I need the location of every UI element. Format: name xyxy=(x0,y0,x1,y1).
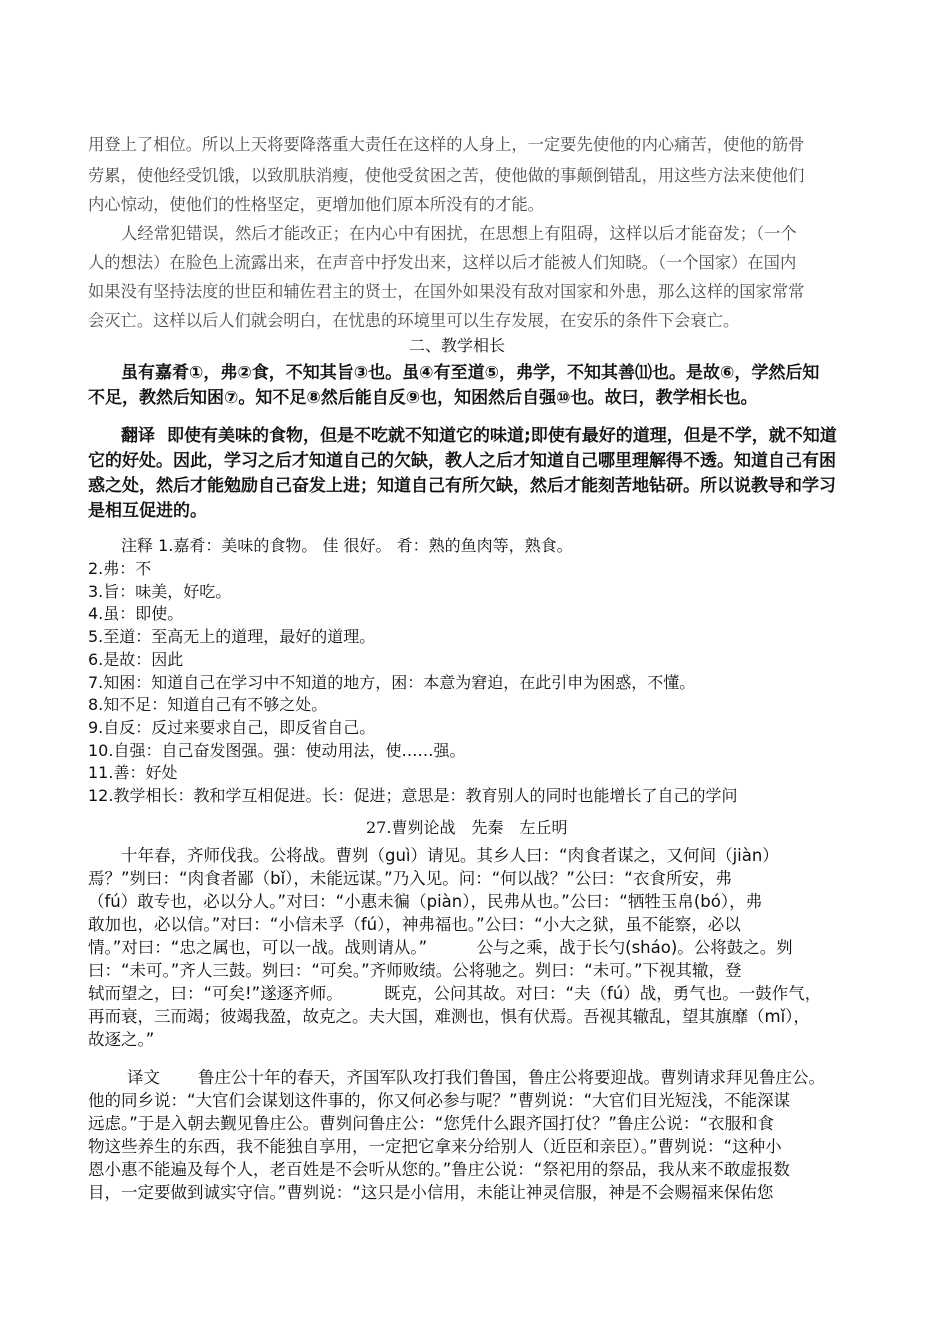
classical-text-line: 十年春，齐师伐我。公将战。曹刿（guì）请见。其乡人曰：“肉食者谋之，又何间（jiàn） xyxy=(121,846,779,865)
translation-line: 物这些养生的东西，我不能独自享用，一定把它拿来分给别人（近臣和亲臣）。”曹刿说：“这种小 xyxy=(88,1137,782,1156)
translation-label: 翻译 xyxy=(121,426,155,446)
note-line: 6.是故：因此 xyxy=(88,650,184,669)
translation-line: 是相互促进的。 xyxy=(88,501,207,521)
note-line: 9.自反：反过来要求自己，即反省自己。 xyxy=(88,718,376,737)
translation-label: 译文 xyxy=(127,1068,160,1087)
classical-text-line: 再而衰，三而竭；彼竭我盈，故克之。夫大国，难测也，惧有伏焉。吾视其辙乱，望其旗靡（mǐ）， xyxy=(88,1007,810,1026)
classical-text-line: 故逐之。” xyxy=(88,1030,155,1049)
classical-text-line: 焉？”刿曰：“肉食者鄙（bǐ），未能远谋。”乃入见。问：“何以战？”公曰：“衣食所安，弗 xyxy=(88,869,732,888)
paragraph-line: 劳累，使他经受饥饿，以致肌肤消瘦，使他受贫困之苦，使他做的事颠倒错乱，用这些方法来使他们 xyxy=(88,166,805,185)
translation-line: 它的好处。因此，学习之后才知道自己的欠缺，教人之后才知道自己哪里理解得不透。知道自己有困 xyxy=(88,451,836,471)
paragraph-line: 内心惊动，使他们的性格坚定，更增加他们原本所没有的才能。 xyxy=(88,195,544,214)
translation-line: 他的同乡说：“大官们会谋划这件事的，你又何必参与呢？”曹刿说：“大官们目光短浅，不能深谋 xyxy=(88,1091,791,1110)
translation-line: 翻译 即使有美味的食物，但是不吃就不知道它的味道;即使有最好的道理，但是不学，就不知道 xyxy=(121,426,837,446)
translation-line: 惑之处，然后才能勉励自己奋发上进；知道自己有所欠缺，然后才能刻苦地钻研。所以说教导和学习 xyxy=(88,476,836,496)
classical-text-line: 轼而望之，曰：“可矣!”遂逐齐师。 既克，公问其故。对曰：“夫（fú）战，勇气也。一鼓作气， xyxy=(88,984,822,1003)
note-line: 8.知不足：知道自己有不够之处。 xyxy=(88,695,328,714)
note-line: 12.教学相长：教和学互相促进。长：促进；意思是：教育别人的同时也能增长了自己的学问 xyxy=(88,786,738,805)
paragraph-line: 如果没有坚持法度的世臣和辅佐君主的贤士，在国外如果没有敌对国家和外患，那么这样的国家常常 xyxy=(88,282,805,301)
classical-text-line: 虽有嘉肴①，弗②食，不知其旨③也。虽④有至道⑤，弗学，不知其善⑾也。是故⑥，学然后知 xyxy=(121,363,820,383)
classical-text-line: 不足，教然后知困⑦。知不足⑧然后能自反⑨也，知困然后自强⑩也。故曰，教学相长也。 xyxy=(88,388,758,408)
note-line: 11.善：好处 xyxy=(88,763,178,782)
translation-line: 远虑。”于是入朝去觐见鲁庄公。曹刿问鲁庄公：“您凭什么跟齐国打仗？”鲁庄公说：“衣服和食 xyxy=(88,1114,774,1133)
note-line: 3.旨：味美，好吃。 xyxy=(88,582,232,601)
classical-text-line: 曰：“未可。”齐人三鼓。刿曰：“可矣。”齐师败绩。公将驰之。刿曰：“未可。”下视其辙，登 xyxy=(88,961,742,980)
note-line: 注释 1.嘉肴：美味的食物。 佳 很好。 肴：熟的鱼肉等，熟食。 xyxy=(121,536,573,555)
section-title: 27.曹刿论战 先秦 左丘明 xyxy=(366,818,568,837)
translation-line: 目，一定要做到诚实守信。”曹刿说：“这只是小信用，未能让神灵信服，神是不会赐福来保佑您 xyxy=(88,1183,774,1202)
note-line: 4.虽：即使。 xyxy=(88,604,184,623)
note-line: 10.自强：自己奋发图强。强：使动用法，使……强。 xyxy=(88,741,466,760)
translation-line: 恩小惠不能遍及每个人，老百姓是不会听从您的。”鲁庄公说：“祭祀用的祭品，我从来不敢虚报数 xyxy=(88,1160,790,1179)
paragraph-line: 人的想法）在脸色上流露出来，在声音中抒发出来，这样以后才能被人们知晓。（一个国家）在国内 xyxy=(88,253,797,272)
note-line: 7.知困：知道自己在学习中不知道的地方，困：本意为窘迫，在此引申为困惑，不懂。 xyxy=(88,673,696,692)
note-line: 2.弗：不 xyxy=(88,559,152,578)
translation-line: 译文 鲁庄公十年的春天，齐国军队攻打我们鲁国，鲁庄公将要迎战。曹刿请求拜见鲁庄公。 xyxy=(127,1068,825,1087)
paragraph-line: 会灭亡。这样以后人们就会明白，在忧患的环境里可以生存发展，在安乐的条件下会衰亡。 xyxy=(88,311,740,330)
classical-text-line: 敢加也，必以信。”对曰：“小信未孚（fú），神弗福也。”公曰：“小大之狱，虽不能察，必以 xyxy=(88,915,741,934)
note-line: 5.至道：至高无上的道理，最好的道理。 xyxy=(88,627,376,646)
classical-text-line: （fú）敢专也，必以分人。”对曰：“小惠未徧（piàn），民弗从也。”公曰：“牺牲玉帛(bó），弗 xyxy=(88,892,763,911)
section-title: 二、教学相长 xyxy=(409,336,506,355)
paragraph-line: 用登上了相位。所以上天将要降落重大责任在这样的人身上，一定要先使他的内心痛苦，使他的筋骨 xyxy=(88,135,805,154)
paragraph-line: 人经常犯错误，然后才能改正；在内心中有困扰，在思想上有阻碍，这样以后才能奋发；（一个 xyxy=(121,224,797,243)
classical-text-line: 情。”对曰：“忠之属也，可以一战。战则请从。” 公与之乘，战于长勺(sháo)。公将鼓之。刿 xyxy=(88,938,793,957)
